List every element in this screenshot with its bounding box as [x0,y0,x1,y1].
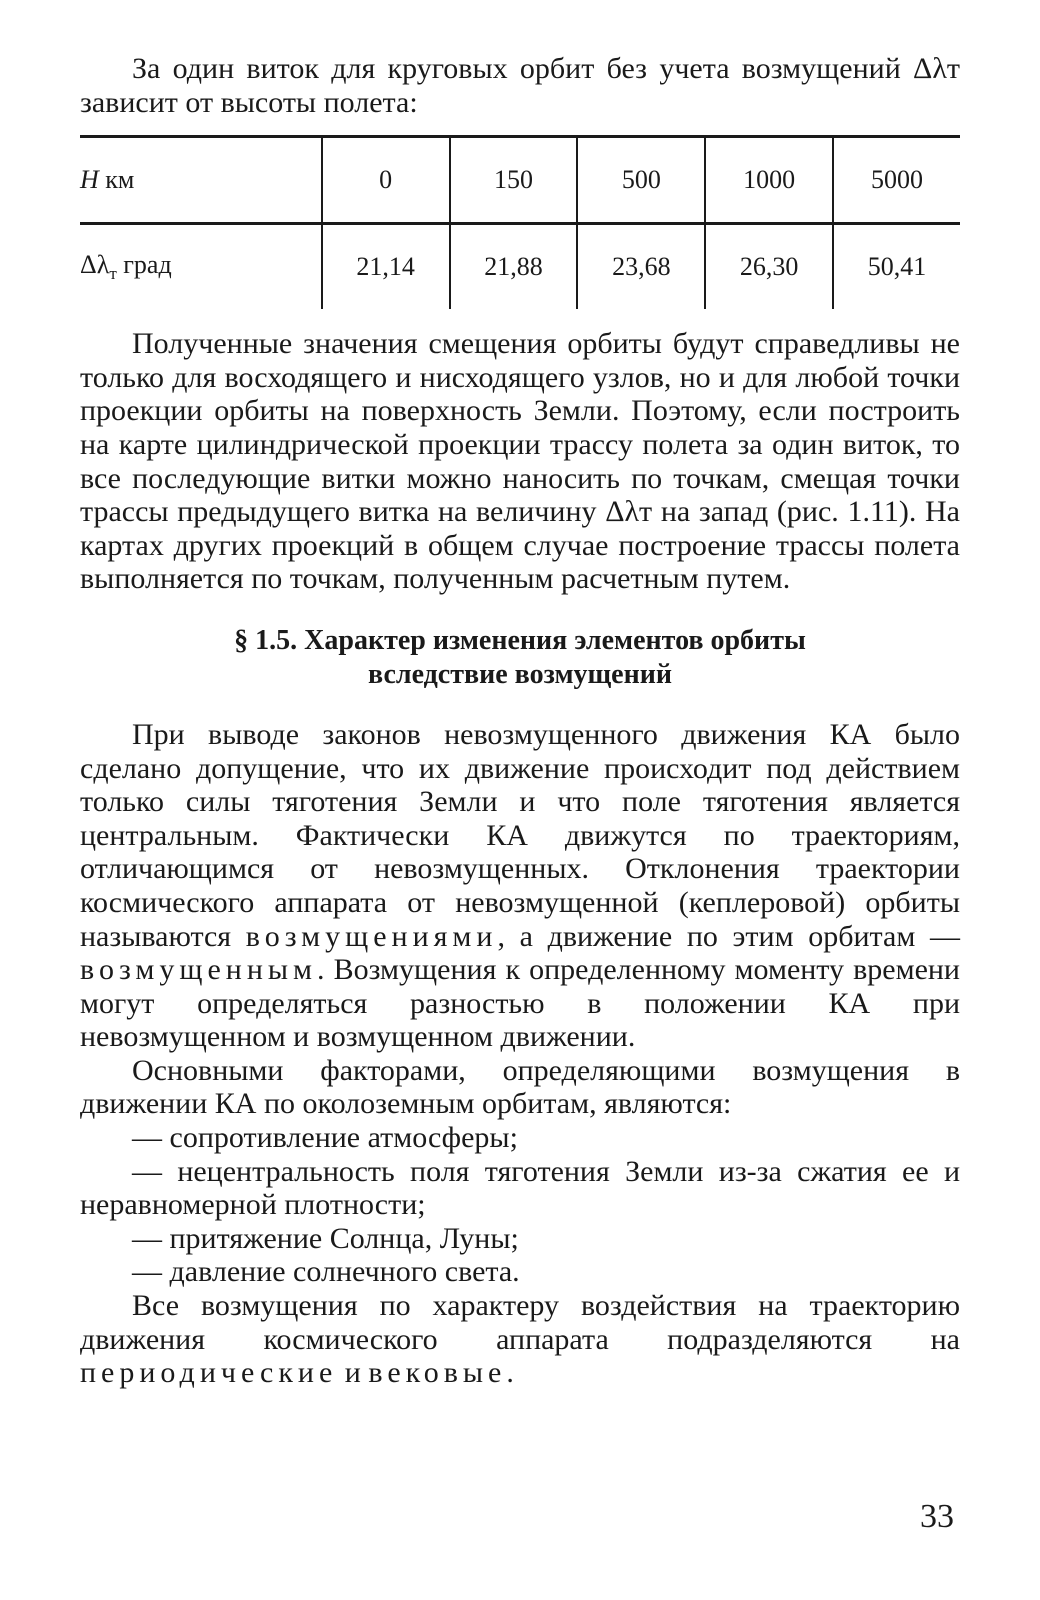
text-run: При выводе законов невозмущенного движения КА было сделано допущение, что их движение происходит под действием только силы тяготения Земли и что поле тяготения является центральным. Фактически КА движутся по траекториям, отличающимся от невозмущенных. Отклонения траектории космического аппарата от невозмущенной (кеплеровой) орбиты называются [80,717,960,953]
table-cell: 1000 [705,137,833,224]
table-cell: 50,41 [833,224,960,310]
term-secular: вековые [368,1356,507,1390]
section-heading-line1: § 1.5. Характер изменения элементов орбиты [234,624,806,656]
text-run: . [506,1356,514,1390]
table-cell: 23,68 [577,224,705,310]
text-run: , а движение по этим орбитам — [497,919,960,953]
list-item: — давление солнечного света. [132,1255,520,1289]
intro-paragraph: За один виток для круговых орбит без учета возмущений Δλт зависит от высоты полета: [80,52,960,119]
term-perturbed: возмущенным [80,953,318,987]
row-label-height: H км [80,137,322,224]
table-cell: 21,88 [450,224,578,310]
section-heading-line2: вследствие возмущений [367,658,672,690]
list-item: — притяжение Солнца, Луны; [132,1221,519,1255]
page-number: 33 [920,1498,954,1535]
paragraph-factors: Основными факторами, определяющими возмущения в движении КА по околоземным орбитам, являются: [80,1053,960,1121]
term-perturbations: возмущениями [245,919,498,953]
section-heading [80,624,960,692]
table-row-shift [80,224,960,310]
list-item: — нецентральность поля тяготения Земли из-за сжатия ее и неравномерной плотности; [80,1154,960,1222]
row-label-shift: $\Delta\lambda_т$ град [80,250,172,284]
table-cell: 21,14 [322,224,450,310]
text-run: и [337,1356,369,1390]
paragraph-orbit-shift: Полученные значения смещения орбиты будут справедливы не только для восходящего и нисходящего узлов, но и для любой точки проекции орбиты на поверхность Земли. Поэтому, если построить на карте цилиндрической проекции трассу полета за один виток, то все последующие витки можно наносить по точкам, смещая точки трассы предыдущего витка на величину Δλт на запад (рис. 1.11). На картах других проекций в общем случае построение трассы полета выполняется по точкам, полученным расчетным путем. [80,327,960,596]
table-cell: 0 [322,137,450,224]
paragraph-perturbations [80,718,960,1054]
table-cell: 26,30 [705,224,833,310]
paragraph-classification [80,1289,960,1390]
term-periodic: периодические [80,1356,338,1390]
table-cell: 5000 [833,137,960,224]
text-run: . Возмущения к определенному моменту времени могут определяться разностью в положении КА при невозмущенном и возмущенном движении. [80,953,960,1054]
altitude-table [80,135,960,309]
text-run: Все возмущения по характеру воздействия на траекторию движения космического аппарата подразделяются на [80,1289,960,1356]
list-item: — сопротивление атмосферы; [132,1121,518,1155]
table-cell: 500 [577,137,705,224]
table-row-height [80,137,960,224]
page-body [80,52,960,1390]
table-cell: 150 [450,137,578,224]
